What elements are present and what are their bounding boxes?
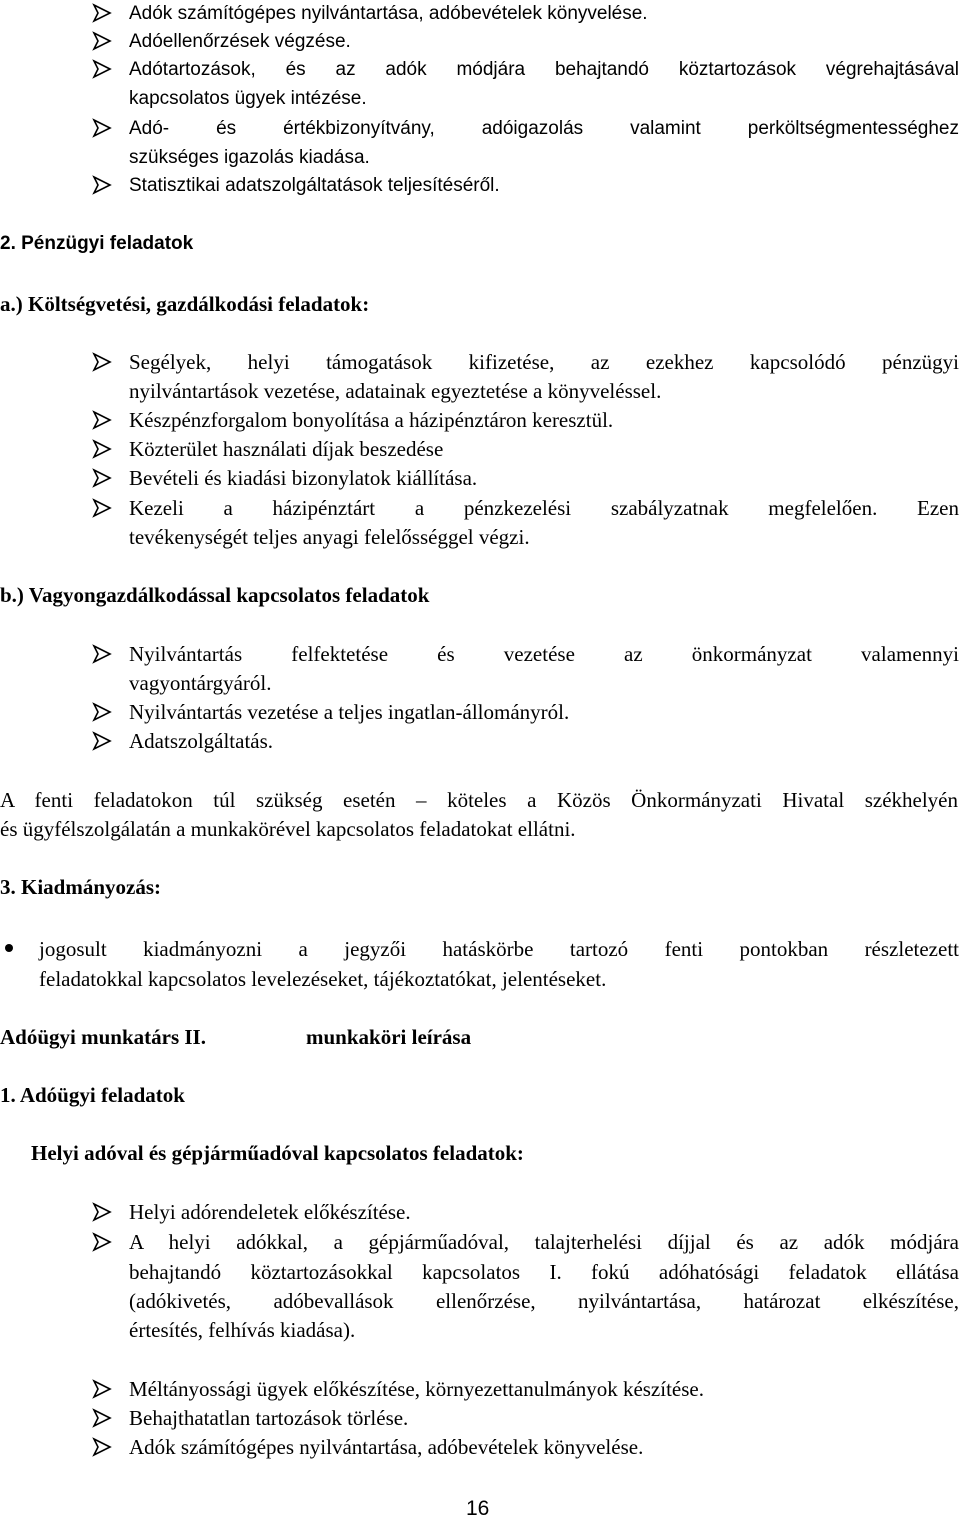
arrow-bullet-icon xyxy=(92,468,112,488)
arrow-bullet-icon xyxy=(92,702,112,722)
list-item-cont: szükséges igazolás kiadása. xyxy=(129,147,370,168)
list-item: Helyi adórendeletek előkészítése. xyxy=(129,1200,411,1224)
list-item-cont: (adókivetés, adóbevallások ellenőrzése, nyilvántartása, határozat elkészítése, xyxy=(129,1289,959,1313)
subsection-heading: a.) Költségvetési, gazdálkodási feladatok: xyxy=(0,292,370,316)
bullet-dot-icon xyxy=(5,944,13,952)
arrow-bullet-icon xyxy=(92,352,112,372)
list-item: A helyi adókkal, a gépjárműadóval, talajterhelési díjjal és az adók módjára xyxy=(129,1230,959,1254)
section-heading: 3. Kiadmányozás: xyxy=(0,875,162,899)
arrow-bullet-icon xyxy=(92,3,112,23)
list-item: Adók számítógépes nyilvántartása, adóbevételek könyvelése. xyxy=(129,3,648,24)
list-item-cont: kapcsolatos ügyek intézése. xyxy=(129,88,367,109)
paragraph-line: A fenti feladatokon túl szükség esetén – köteles a Közös Önkormányzati Hivatal székhelyén xyxy=(0,788,958,812)
list-item: Adóellenőrzések végzése. xyxy=(129,31,351,52)
list-item: Segélyek, helyi támogatások kifizetése, az ezekhez kapcsolódó pénzügyi xyxy=(129,350,959,374)
list-item: Adatszolgáltatás. xyxy=(129,729,274,753)
section-heading: 1. Adóügyi feladatok xyxy=(0,1083,185,1107)
list-item: Nyilvántartás vezetése a teljes ingatlan-állományról. xyxy=(129,700,570,724)
arrow-bullet-icon xyxy=(92,410,112,430)
arrow-bullet-icon xyxy=(92,118,112,138)
list-item: Méltányossági ügyek előkészítése, környezettanulmányok készítése. xyxy=(129,1377,704,1401)
arrow-bullet-icon xyxy=(92,1232,112,1252)
job-title-suffix: munkaköri leírása xyxy=(306,1025,472,1049)
list-item: Adó- és értékbizonyítvány, adóigazolás valamint perköltségmentességhez xyxy=(129,118,959,139)
section-heading: 2. Pénzügyi feladatok xyxy=(0,233,194,254)
list-item-cont: értesítés, felhívás kiadása). xyxy=(129,1318,356,1342)
job-title: Adóügyi munkatárs II. xyxy=(0,1025,206,1049)
list-item: Kezeli a házipénztárt a pénzkezelési szabályzatnak megfelelően. Ezen xyxy=(129,496,959,520)
list-item: Adótartozások, és az adók módjára behajtandó köztartozások végrehajtásával xyxy=(129,59,959,80)
arrow-bullet-icon xyxy=(92,1437,112,1457)
arrow-bullet-icon xyxy=(92,59,112,79)
page-number: 16 xyxy=(466,1497,490,1520)
arrow-bullet-icon xyxy=(92,175,112,195)
list-item: Készpénzforgalom bonyolítása a házipénztáron keresztül. xyxy=(129,408,614,432)
list-item-cont: vagyontárgyáról. xyxy=(129,671,272,695)
subsection-heading: b.) Vagyongazdálkodással kapcsolatos feladatok xyxy=(0,583,430,607)
list-item-cont: tevékenységét teljes anyagi felelősséggel végzi. xyxy=(129,525,530,549)
bullet-text: jogosult kiadmányozni a jegyzői hatáskörbe tartozó fenti pontokban részletezett xyxy=(39,937,959,961)
list-item: Nyilvántartás felfektetése és vezetése az önkormányzat valamennyi xyxy=(129,642,959,666)
arrow-bullet-icon xyxy=(92,439,112,459)
list-item-cont: behajtandó köztartozásokkal kapcsolatos I. fokú adóhatósági feladatok ellátása xyxy=(129,1260,959,1284)
arrow-bullet-icon xyxy=(92,31,112,51)
arrow-bullet-icon xyxy=(92,1379,112,1399)
list-item: Statisztikai adatszolgáltatások teljesítéséről. xyxy=(129,175,500,196)
arrow-bullet-icon xyxy=(92,1408,112,1428)
bullet-text-cont: feladatokkal kapcsolatos levelezéseket, tájékoztatókat, jelentéseket. xyxy=(39,967,607,991)
paragraph-line: és ügyfélszolgálatán a munkakörével kapcsolatos feladatokat ellátni. xyxy=(0,817,576,841)
arrow-bullet-icon xyxy=(92,644,112,664)
list-item-cont: nyilvántartások vezetése, adatainak egyeztetése a könyveléssel. xyxy=(129,379,662,403)
arrow-bullet-icon xyxy=(92,498,112,518)
subsection-heading: Helyi adóval és gépjárműadóval kapcsolatos feladatok: xyxy=(31,1141,524,1165)
list-item: Közterület használati díjak beszedése xyxy=(129,437,444,461)
list-item: Behajthatatlan tartozások törlése. xyxy=(129,1406,409,1430)
list-item: Adók számítógépes nyilvántartása, adóbevételek könyvelése. xyxy=(129,1435,644,1459)
arrow-bullet-icon xyxy=(92,1202,112,1222)
list-item: Bevételi és kiadási bizonylatok kiállítása. xyxy=(129,466,478,490)
arrow-bullet-icon xyxy=(92,731,112,751)
